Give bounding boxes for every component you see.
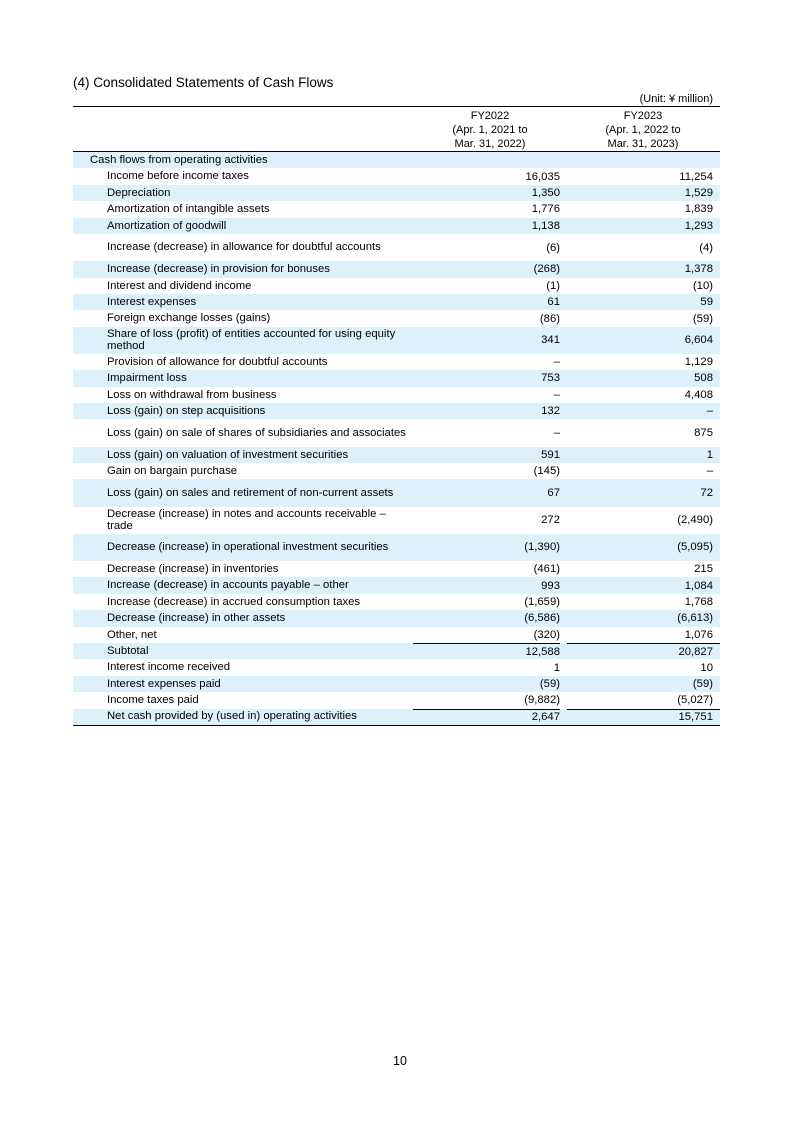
value-fy2023: 4,408 bbox=[684, 388, 713, 401]
value-fy2022: 16,035 bbox=[525, 170, 560, 183]
value-fy2022: (6) bbox=[546, 241, 560, 254]
value-fy2022: (1,390) bbox=[524, 541, 560, 554]
value-fy2023: 875 bbox=[694, 427, 713, 440]
section-row-operating-activities bbox=[73, 152, 720, 168]
row-label: Increase (decrease) in accounts payable – other bbox=[107, 579, 349, 592]
value-fy2022: (9,882) bbox=[524, 694, 560, 707]
value-fy2023: (4) bbox=[699, 241, 713, 254]
row-label: Interest expenses paid bbox=[107, 677, 221, 690]
value-fy2023: 1,839 bbox=[684, 203, 713, 216]
row-label: Depreciation bbox=[107, 186, 171, 199]
value-fy2023: – bbox=[706, 405, 713, 418]
table-row bbox=[73, 234, 720, 261]
row-label: Loss (gain) on sale of shares of subsidiaries and associates bbox=[107, 426, 406, 439]
row-label: Interest expenses bbox=[107, 295, 197, 308]
table-row bbox=[73, 185, 720, 201]
value-fy2023: 59 bbox=[700, 296, 713, 309]
table-row bbox=[73, 643, 720, 659]
column-header-fy2023-period-end: Mar. 31, 2023) bbox=[607, 138, 679, 150]
value-fy2022: 1,138 bbox=[531, 219, 560, 232]
table-row bbox=[73, 534, 720, 561]
table-row bbox=[73, 594, 720, 610]
row-label: Decrease (increase) in operational investment securities bbox=[107, 541, 389, 554]
value-fy2022: 1 bbox=[553, 661, 560, 674]
unit-note: (Unit: ¥ million) bbox=[639, 93, 713, 105]
column-header-fy2023 bbox=[568, 109, 718, 151]
table-row bbox=[73, 692, 720, 708]
row-label: Net cash provided by (used in) operating activities bbox=[107, 710, 357, 723]
table-row bbox=[73, 387, 720, 403]
table-row bbox=[73, 370, 720, 386]
row-label: Income taxes paid bbox=[107, 694, 199, 707]
table-row bbox=[73, 261, 720, 277]
value-fy2023: 1,529 bbox=[684, 186, 713, 199]
value-fy2022: (1) bbox=[546, 279, 560, 292]
table-row bbox=[73, 201, 720, 217]
value-fy2022: 61 bbox=[547, 296, 560, 309]
row-label: Increase (decrease) in allowance for doubtful accounts bbox=[107, 241, 381, 254]
value-fy2022: 1,776 bbox=[531, 203, 560, 216]
value-fy2022: 341 bbox=[541, 334, 560, 347]
value-fy2022: (461) bbox=[533, 563, 560, 576]
table-row bbox=[73, 168, 720, 184]
row-label: Amortization of intangible assets bbox=[107, 203, 270, 216]
table-row bbox=[73, 447, 720, 463]
value-fy2022: (320) bbox=[533, 628, 560, 641]
column-header-fy2022-year: FY2022 bbox=[470, 110, 510, 122]
column-header-fy2023-period-start: (Apr. 1, 2022 to bbox=[605, 124, 681, 136]
value-fy2022: – bbox=[553, 356, 560, 369]
table-row bbox=[73, 218, 720, 234]
value-fy2022: – bbox=[553, 388, 560, 401]
row-label: Loss (gain) on valuation of investment securities bbox=[107, 448, 349, 461]
value-fy2022: (1,659) bbox=[524, 595, 560, 608]
table-row bbox=[73, 354, 720, 370]
table-row bbox=[73, 561, 720, 577]
value-fy2023: 10 bbox=[700, 661, 713, 674]
table-row bbox=[73, 627, 720, 643]
table-row bbox=[73, 676, 720, 692]
value-fy2022: 272 bbox=[541, 514, 560, 527]
value-fy2022: (86) bbox=[539, 312, 560, 325]
table-row bbox=[73, 709, 720, 726]
row-label: Impairment loss bbox=[107, 372, 187, 385]
column-header-fy2023-year: FY2023 bbox=[623, 110, 663, 122]
value-fy2023: (59) bbox=[692, 677, 713, 690]
value-fy2022: (268) bbox=[533, 263, 560, 276]
value-fy2023: 1,768 bbox=[684, 595, 713, 608]
value-fy2022: (59) bbox=[539, 677, 560, 690]
table-top-rule bbox=[73, 106, 720, 107]
value-fy2023: 1 bbox=[706, 448, 713, 461]
row-label: Amortization of goodwill bbox=[107, 219, 227, 232]
table-row bbox=[73, 278, 720, 294]
row-label: Increase (decrease) in provision for bonuses bbox=[107, 263, 330, 276]
table-row bbox=[73, 507, 720, 534]
value-fy2023: 15,751 bbox=[567, 709, 720, 725]
table-row bbox=[73, 294, 720, 310]
value-fy2022: 1,350 bbox=[531, 186, 560, 199]
table-row bbox=[73, 610, 720, 626]
row-label: Decrease (increase) in other assets bbox=[107, 612, 286, 625]
value-fy2023: 215 bbox=[694, 563, 713, 576]
row-label: Interest income received bbox=[107, 661, 231, 674]
row-label: Foreign exchange losses (gains) bbox=[107, 312, 271, 325]
table-row bbox=[73, 659, 720, 675]
row-label: Provision of allowance for doubtful accounts bbox=[107, 355, 328, 368]
value-fy2023: (2,490) bbox=[677, 514, 713, 527]
value-fy2022: 2,647 bbox=[413, 709, 560, 725]
table-row bbox=[73, 327, 720, 354]
row-label: Decrease (increase) in notes and accounts receivable – trade bbox=[107, 507, 386, 533]
value-fy2023: 1,076 bbox=[684, 628, 713, 641]
value-fy2023: 1,378 bbox=[684, 263, 713, 276]
row-label: Share of loss (profit) of entities accounted for using equity method bbox=[107, 327, 396, 353]
value-fy2023: 72 bbox=[700, 487, 713, 500]
table-row bbox=[73, 479, 720, 506]
value-fy2023: (10) bbox=[692, 279, 713, 292]
value-fy2022: 591 bbox=[541, 448, 560, 461]
value-fy2023: 508 bbox=[694, 372, 713, 385]
table-row bbox=[73, 310, 720, 326]
section-title: (4) Consolidated Statements of Cash Flows bbox=[73, 75, 334, 90]
row-label: Increase (decrease) in accrued consumption taxes bbox=[107, 595, 361, 608]
page-number: 10 bbox=[393, 1054, 407, 1068]
section-label: Cash flows from operating activities bbox=[90, 153, 268, 166]
row-label: Loss on withdrawal from business bbox=[107, 388, 277, 401]
row-label: Loss (gain) on sales and retirement of non-current assets bbox=[107, 486, 394, 499]
value-fy2022: 993 bbox=[541, 579, 560, 592]
value-fy2023: (5,027) bbox=[677, 694, 713, 707]
row-label: Gain on bargain purchase bbox=[107, 465, 238, 478]
value-fy2023: 20,827 bbox=[567, 643, 720, 659]
column-header-fy2022-period-end: Mar. 31, 2022) bbox=[454, 138, 526, 150]
row-label: Interest and dividend income bbox=[107, 279, 252, 292]
value-fy2022: (6,586) bbox=[524, 612, 560, 625]
value-fy2023: (59) bbox=[692, 312, 713, 325]
row-label: Other, net bbox=[107, 628, 157, 641]
value-fy2023: 1,293 bbox=[684, 219, 713, 232]
value-fy2022: 753 bbox=[541, 372, 560, 385]
value-fy2023: (5,095) bbox=[677, 541, 713, 554]
value-fy2023: – bbox=[706, 465, 713, 478]
table-row bbox=[73, 403, 720, 419]
value-fy2023: 1,129 bbox=[684, 356, 713, 369]
value-fy2022: – bbox=[553, 427, 560, 440]
column-header-fy2022 bbox=[415, 109, 565, 151]
row-label: Subtotal bbox=[107, 644, 149, 657]
table-row bbox=[73, 419, 720, 446]
row-label: Decrease (increase) in inventories bbox=[107, 562, 279, 575]
value-fy2023: 11,254 bbox=[679, 170, 713, 183]
row-label: Loss (gain) on step acquisitions bbox=[107, 405, 266, 418]
value-fy2022: (145) bbox=[533, 465, 560, 478]
value-fy2022: 12,588 bbox=[413, 643, 560, 659]
cash-flow-table bbox=[73, 152, 720, 726]
value-fy2023: (6,613) bbox=[677, 612, 713, 625]
table-body bbox=[73, 168, 720, 726]
value-fy2023: 6,604 bbox=[684, 334, 713, 347]
column-header-fy2022-period-start: (Apr. 1, 2021 to bbox=[452, 124, 528, 136]
table-row bbox=[73, 577, 720, 593]
row-label: Income before income taxes bbox=[107, 170, 249, 183]
table-row bbox=[73, 463, 720, 479]
value-fy2022: 132 bbox=[541, 405, 560, 418]
value-fy2022: 67 bbox=[547, 487, 560, 500]
value-fy2023: 1,084 bbox=[684, 579, 713, 592]
